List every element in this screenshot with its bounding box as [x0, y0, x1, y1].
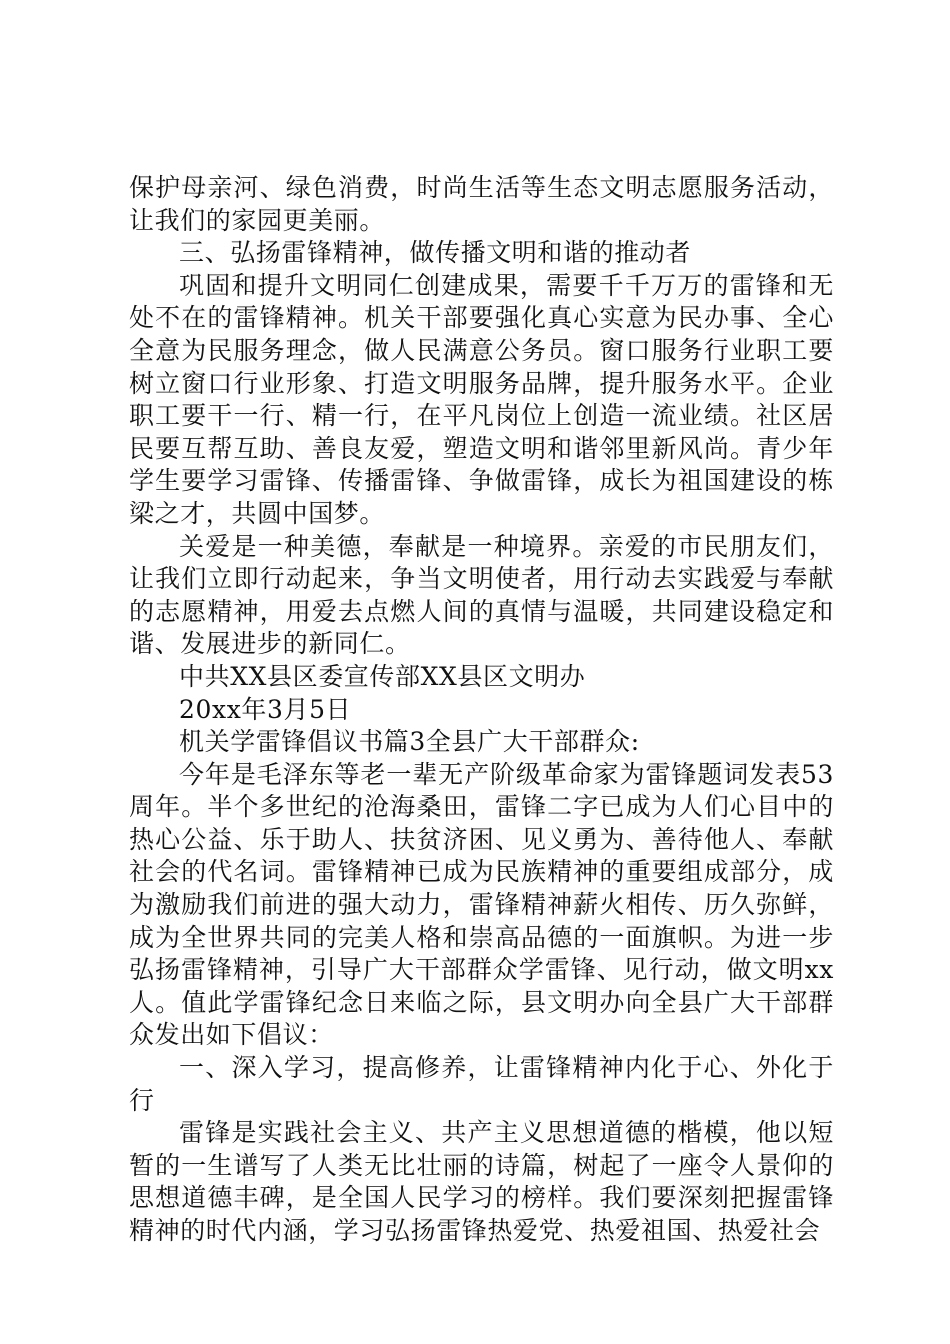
signature-date: 20xx年3月5日: [179, 694, 352, 724]
paragraph-5: 雷锋是实践社会主义、共产主义思想道德的楷模，他以短暂的一生谱写了人类无比壮丽的诗篇，树起了一座令人景仰的思想道德丰碑，是全国人民学习的榜样。我们要深刻把握雷锋精神的时代内涵，学习弘扬雷锋热爱党、热爱祖国、热爱社会: [129, 1118, 834, 1245]
signature-issuer: 中共XX县区委宣传部XX县区文明办: [179, 661, 586, 691]
section-heading-1: 一、深入学习，提高修养，让雷锋精神内化于心、外化于行: [129, 1053, 834, 1115]
paragraph-3: 关爱是一种美德，奉献是一种境界。亲爱的市民朋友们，让我们立即行动起来，争当文明使者，用行动去实践爱与奉献的志愿精神，用爱去点燃人间的真情与温暖，共同建设稳定和谐、发展进步的新同仁。: [129, 531, 834, 659]
paragraph-4: 今年是毛泽东等老一辈无产阶级革命家为雷锋题词发表53周年。半个多世纪的沧海桑田，雷锋二字已成为人们心目中的热心公益、乐于助人、扶贫济困、见义勇为、善待他人、奉献社会的代名词。雷锋精神已成为民族精神的重要组成部分，成为激励我们前进的强大动力，雷锋精神薪火相传、历久弥鲜，成为全世界共同的完美人格和崇高品德的一面旗帜。为进一步弘扬雷锋精神，引导广大干部群众学雷锋、见行动，做文明xx人。值此学雷锋纪念日来临之际，县文明办向全县广大干部群众发出如下倡议：: [129, 759, 834, 1050]
article-3-title: 机关学雷锋倡议书篇3全县广大干部群众:: [179, 727, 640, 757]
paragraph-2: 巩固和提升文明同仁创建成果，需要千千万万的雷锋和无处不在的雷锋精神。机关干部要强化真心实意为民办事、全心全意为民服务理念，做人民满意公务员。窗口服务行业职工要树立窗口行业形象、打造文明服务品牌，提升服务水平。企业职工要干一行、精一行，在平凡岗位上创造一流业绩。社区居民要互帮互助、善良友爱，塑造文明和谐邻里新风尚。青少年学生要学习雷锋、传播雷锋、争做雷锋，成长为祖国建设的栋梁之才，共圆中国梦。: [129, 270, 834, 528]
document-body: [129, 172, 834, 1248]
section-heading-3: 三、弘扬雷锋精神，做传播文明和谐的推动者: [179, 238, 692, 268]
paragraph-1: 保护母亲河、绿色消费，时尚生活等生态文明志愿服务活动，让我们的家园更美丽。: [129, 173, 834, 235]
